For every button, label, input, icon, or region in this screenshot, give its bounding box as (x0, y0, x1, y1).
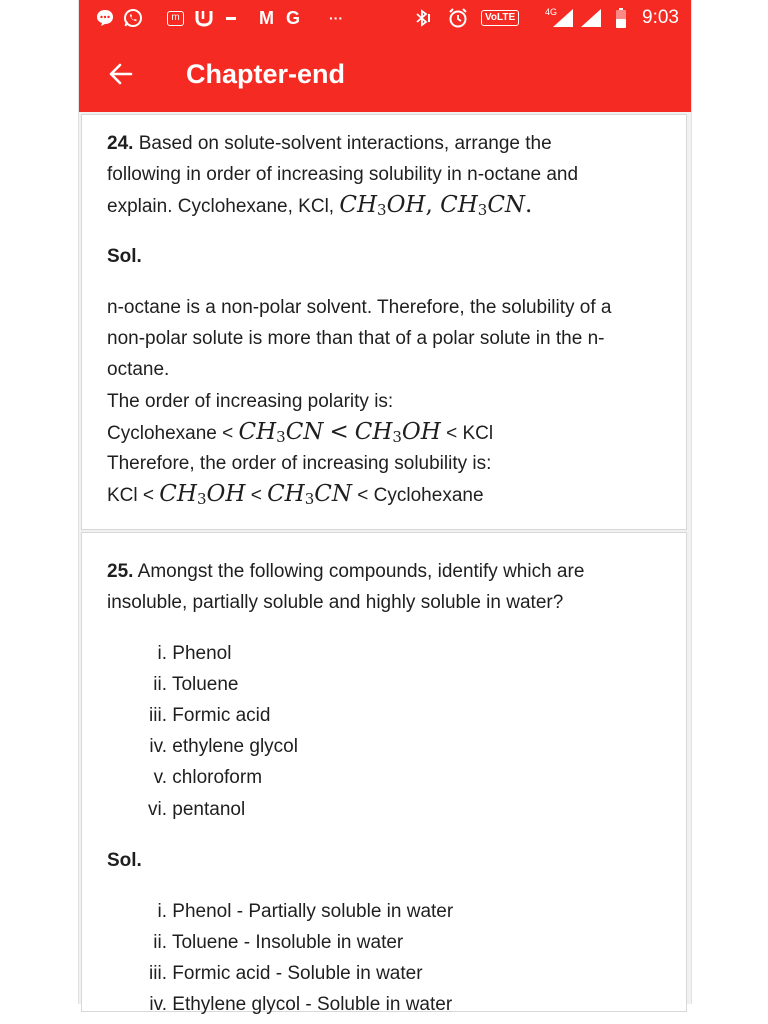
formula-polarity-order: $CH_3CN < CH_3OH$ (238, 419, 441, 446)
more-icon: ··· (329, 10, 343, 26)
whatsapp-icon (123, 8, 143, 28)
page-title: Chapter-end (186, 59, 346, 89)
solution-label: Sol. (107, 246, 142, 267)
gmail-icon: M (259, 8, 274, 28)
alarm-icon (447, 8, 469, 28)
signal-icon (551, 8, 607, 28)
solution-24-line-5: Cyclohexane < $CH_3CN < CH_3OH$ < KCl (107, 419, 494, 446)
volte-icon: VoLTE (481, 10, 519, 26)
m-app-icon: m (167, 8, 184, 28)
list-item: v. chloroform (153, 767, 263, 788)
app-bar (79, 36, 691, 112)
answer-item: iii. Formic acid - Soluble in water (149, 963, 423, 984)
question-number: 25. (107, 561, 134, 582)
formula-solubility-order: $CH_3OH$ (159, 481, 246, 508)
google-icon: G (286, 8, 301, 28)
battery-icon (615, 8, 627, 28)
status-bar (79, 0, 691, 36)
question-card-24 (81, 114, 687, 530)
chat-bubble-icon (95, 8, 115, 28)
question-25-line-2: insoluble, partially soluble and highly soluble in water? (107, 592, 564, 613)
list-item: i. Phenol (157, 643, 232, 664)
answer-item: i. Phenol - Partially soluble in water (157, 901, 454, 922)
question-24-line-3: explain. Cyclohexane, KCl, $CH_3OH$, $CH_3CN$. (107, 192, 533, 219)
list-item: iii. Formic acid (149, 705, 271, 726)
list-item: ii. Toluene (153, 674, 239, 695)
solution-24-line-4: The order of increasing polarity is: (107, 391, 394, 412)
formula-ch3oh-ch3cn: $CH_3OH$, $CH_3CN$. (339, 192, 533, 219)
list-item: vi. pentanol (148, 799, 246, 820)
minus-icon (226, 8, 236, 28)
back-arrow-icon[interactable] (101, 54, 141, 94)
network-type-label: 4G (545, 7, 558, 17)
question-number: 24. (107, 133, 134, 154)
u-app-icon (193, 8, 215, 28)
solution-24-line-3: octane. (107, 359, 170, 380)
answer-item: ii. Toluene - Insoluble in water (153, 932, 404, 953)
question-25-line-1: 25. Amongst the following compounds, identify which are (107, 561, 585, 582)
list-item: iv. ethylene glycol (149, 736, 298, 757)
solution-24-line-1: n-octane is a non-polar solvent. Therefore, the solubility of a (107, 297, 612, 318)
answer-item: iv. Ethylene glycol - Soluble in water (149, 994, 453, 1015)
bluetooth-icon (412, 8, 432, 28)
solution-24-line-7: KCl < $CH_3OH < CH_3CN$ < Cyclohexane (107, 481, 484, 508)
question-24-line-2: following in order of increasing solubility in n-octane and (107, 164, 579, 185)
solution-24-line-6: Therefore, the order of increasing solubility is: (107, 453, 492, 474)
question-card-25 (81, 532, 687, 1015)
solution-24-line-2: non-polar solute is more than that of a polar solute in the n- (107, 328, 605, 349)
phone-screen (78, 0, 692, 1015)
question-24-line-1: 24. Based on solute-solvent interactions, arrange the (107, 133, 552, 154)
solution-label: Sol. (107, 850, 142, 871)
status-time: 9:03 (642, 7, 679, 28)
